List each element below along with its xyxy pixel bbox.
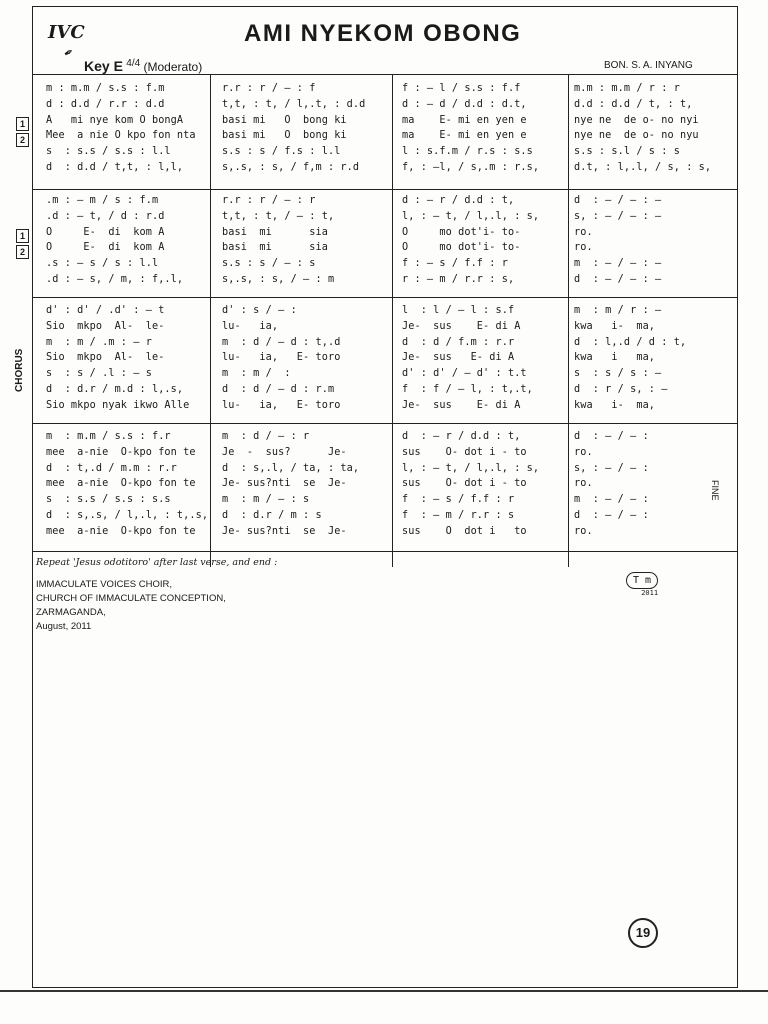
footer-line: CHURCH OF IMMACULATE CONCEPTION,: [36, 593, 226, 604]
bar-cell: m.m : m.m / r : r d.d : d.d / t, : t, nye ne de o- no nyi nye ne de o- no nyu s.s : s.l / s : s d.t, : l,.l, / s, : s,: [574, 83, 712, 173]
bar-cell: m : m.m / s.s : f.r mee a-nie O-kpo fon te d : t,.d / m.m : r.r mee a-nie O-kpo fon te s : s.s / s.s : s.s d : s,.s, / l,.l, : t,.s, mee a-nie O-kpo fon te: [46, 431, 209, 537]
bar-cell: d' : s / — : lu- ia, m : d / — d : t,.d lu- ia, E- toro m : m / : d : d / — d : r.m lu- ia, E- toro: [222, 305, 341, 411]
bar-cell: r.r : r / — : r t,t, : t, / — : t, basi mi sia basi mi sia s.s : s / — : s s,.s, : s, / — : m: [222, 195, 335, 285]
stamp-year: 2011: [641, 589, 659, 597]
bar-cell: d : — r / d.d : t, sus O- dot i - to l, : — t, / l,.l, : s, sus O- dot i - to f : — s / f.f : r f : — m / r.r : s sus O dot i to: [402, 431, 540, 537]
verse-marker: 1: [16, 229, 29, 243]
bar-cell: d' : d' / .d' : — t Sio mkpo Al- le- m : m / .m : — r Sio mkpo Al- le- s : s / .l : — s d : d.r / m.d : l,.s, Sio mkpo nyak ikwo Alle: [46, 305, 190, 411]
verse-marker: 2: [16, 245, 29, 259]
bar-cell: l : l / — l : s.f Je- sus E- di A d : d / f.m : r.r Je- sus E- di A d' : d' / — d' : t.t f : f / — l, : t,.t, Je- sus E- di A: [402, 305, 533, 411]
choir-logo: IVC: [48, 22, 85, 43]
tempo-marking: (Moderato): [143, 60, 203, 74]
fine-label: FINE: [710, 480, 720, 501]
footer-line: August, 2011: [36, 621, 92, 632]
time-signature: 4/4: [126, 58, 141, 69]
bar-cell: m : m.m / s.s : f.m d : d.d / r.r : d.d A mi nye kom O bongA Mee a nie O kpo fon nta s : s.s / s.s : l.l d : d.d / t,t, : l,l,: [46, 83, 196, 173]
system-divider: [32, 423, 738, 424]
bar-line: [210, 75, 211, 567]
bar-cell: d : — / — : — s, : — / — : — ro. ro. m : — / — : — d : — / — : —: [574, 195, 662, 285]
bar-line: [392, 75, 393, 567]
system-divider: [32, 551, 738, 552]
stamp-initials: T m: [626, 572, 658, 589]
bar-cell: m : d / — : r Je - sus? Je- d : s,.l, / ta, : ta, Je- sus?nti se Je- m : m / — : s d : d.r / m : s Je- sus?nti se Je-: [222, 431, 360, 537]
footer-line: ZARMAGANDA,: [36, 607, 106, 618]
repeat-note: Repeat 'Jesus odotitoro' after last verse, and end :: [36, 557, 278, 568]
song-title: AMI NYEKOM OBONG: [244, 20, 522, 47]
key-text: Key E: [84, 58, 123, 74]
bar-cell: m : m / r : — kwa i- ma, d : l,.d / d : t, kwa i ma, s : s / s : — d : r / s, : — kwa i- ma,: [574, 305, 687, 411]
bar-cell: .m : — m / s : f.m .d : — t, / d : r.d O E- di kom A O E- di kom A .s : — s / s : l.l .d : — s, / m, : f,.l,: [46, 195, 184, 285]
verse-marker: 1: [16, 117, 29, 131]
system-divider: [32, 297, 738, 298]
choir-credits: [36, 578, 226, 634]
page-number: 19: [628, 918, 658, 948]
bar-cell: f : — l / s.s : f.f d : — d / d.d : d.t, ma E- mi en yen e ma E- mi en yen e l : s.f.m / r.s : s.s f, : —l, / s,.m : r.s,: [402, 83, 540, 173]
bar-line: [568, 75, 569, 567]
bar-cell: d : — / — : ro. s, : — / — : ro. m : — / — : d : — / — : ro.: [574, 431, 649, 537]
score-grid: [32, 74, 738, 566]
bar-cell: r.r : r / — : f t,t, : t, / l,.t, : d.d basi mi O bong ki basi mi O bong ki s.s : s / f.s : l.l s,.s, : s, / f,m : r.d: [222, 83, 366, 173]
verse-marker: 2: [16, 133, 29, 147]
bar-cell: d : — r / d.d : t, l, : — t, / l,.l, : s, O mo dot'i- to- O mo dot'i- to- f : — s / f.f : r r : — m / r.r : s,: [402, 195, 540, 285]
arranger-stamp: [626, 572, 658, 597]
chorus-label: CHORUS: [14, 348, 25, 392]
footer-line: IMMACULATE VOICES CHOIR,: [36, 579, 173, 590]
key-signature: [84, 58, 202, 74]
pen-nib-icon: ✒: [60, 42, 76, 62]
composer-name: BON. S. A. INYANG: [604, 60, 693, 71]
system-divider: [32, 189, 738, 190]
bottom-rule: [0, 990, 768, 992]
